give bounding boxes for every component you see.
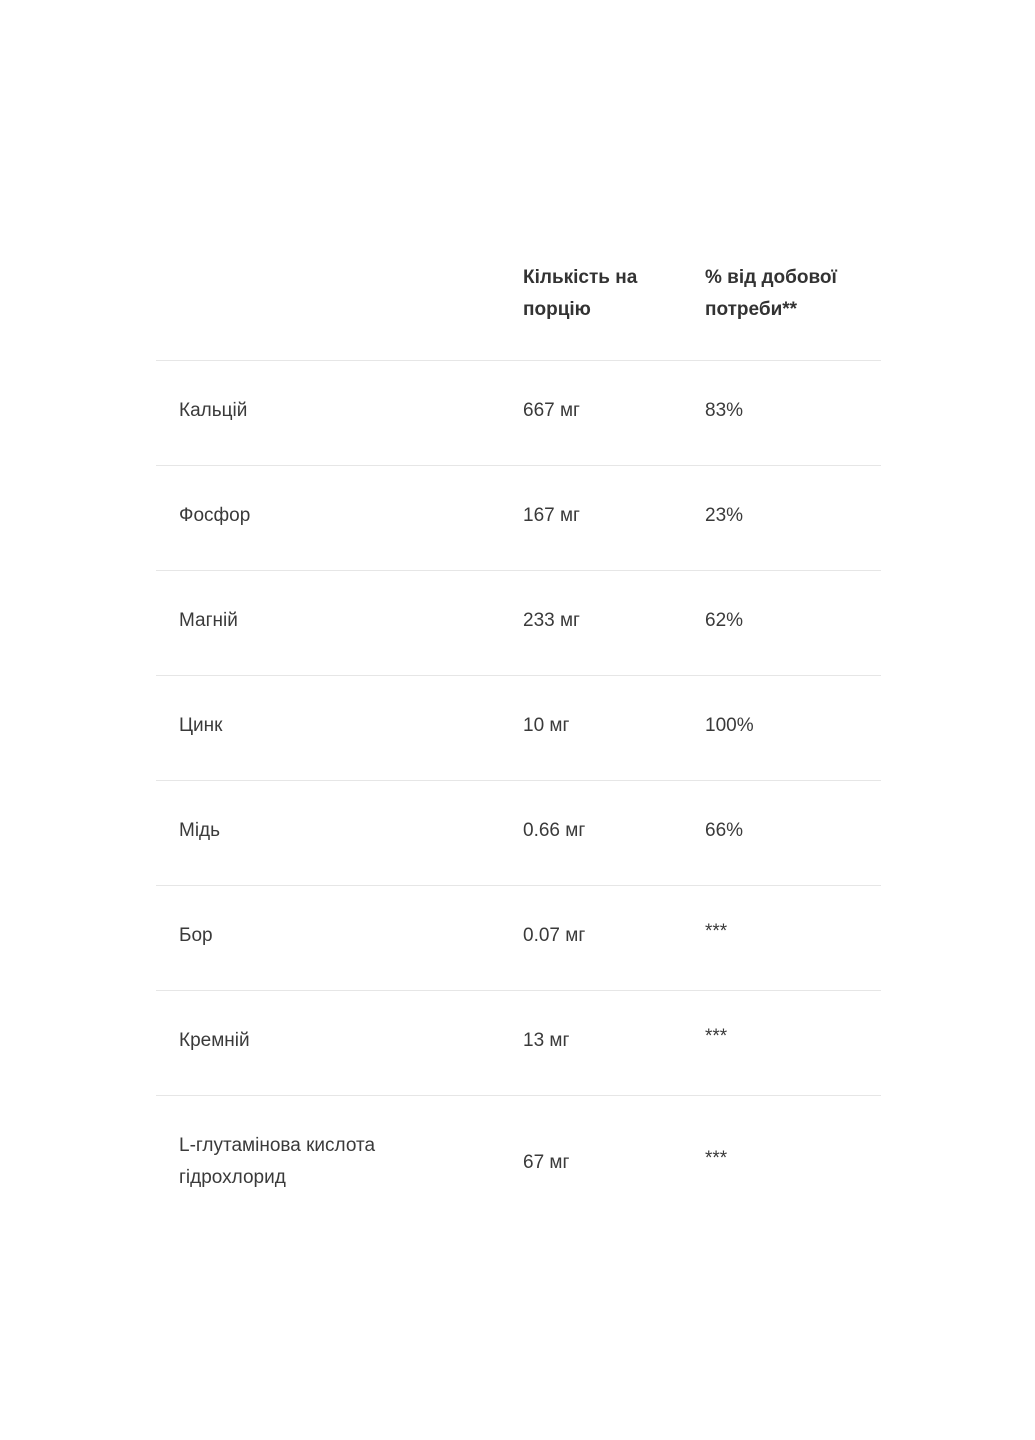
nutrient-daily-value: *** <box>705 1148 728 1169</box>
table-row <box>156 991 881 1096</box>
nutrient-daily-value: 66% <box>705 820 744 841</box>
nutrient-name: Магній <box>179 610 238 631</box>
nutrient-name: Фосфор <box>179 505 251 526</box>
nutrient-name: Цинк <box>179 715 223 736</box>
nutrient-amount: 10 мг <box>523 715 570 736</box>
table-row <box>156 361 881 466</box>
nutrient-daily-value: 23% <box>705 505 744 526</box>
nutrient-daily-value: 100% <box>705 715 754 736</box>
nutrient-name: L-глутамінова кислота гідрохлорид <box>179 1135 376 1188</box>
table-row <box>156 1096 881 1230</box>
nutrient-name: Кремній <box>179 1030 250 1051</box>
table-row <box>156 886 881 991</box>
nutrient-amount: 0.07 мг <box>523 925 586 946</box>
nutrient-amount: 667 мг <box>523 400 580 421</box>
column-header-daily-value: % від добової потреби** <box>705 267 837 320</box>
table-header <box>156 248 881 361</box>
nutrition-table <box>156 248 881 1230</box>
nutrient-name: Кальцій <box>179 400 248 421</box>
table-row <box>156 466 881 571</box>
nutrient-daily-value: *** <box>705 921 728 942</box>
nutrient-daily-value: 62% <box>705 610 744 631</box>
nutrient-name: Мідь <box>179 820 221 841</box>
nutrient-name: Бор <box>179 925 213 946</box>
table-row <box>156 571 881 676</box>
table-row <box>156 676 881 781</box>
nutrient-amount: 0.66 мг <box>523 820 586 841</box>
nutrient-amount: 167 мг <box>523 505 580 526</box>
nutrient-amount: 13 мг <box>523 1030 570 1051</box>
nutrient-daily-value: *** <box>705 1026 728 1047</box>
nutrient-amount: 233 мг <box>523 610 580 631</box>
table-row <box>156 781 881 886</box>
nutrient-daily-value: 83% <box>705 400 744 421</box>
column-header-amount: Кількість на порцію <box>523 267 638 320</box>
nutrient-amount: 67 мг <box>523 1152 570 1173</box>
